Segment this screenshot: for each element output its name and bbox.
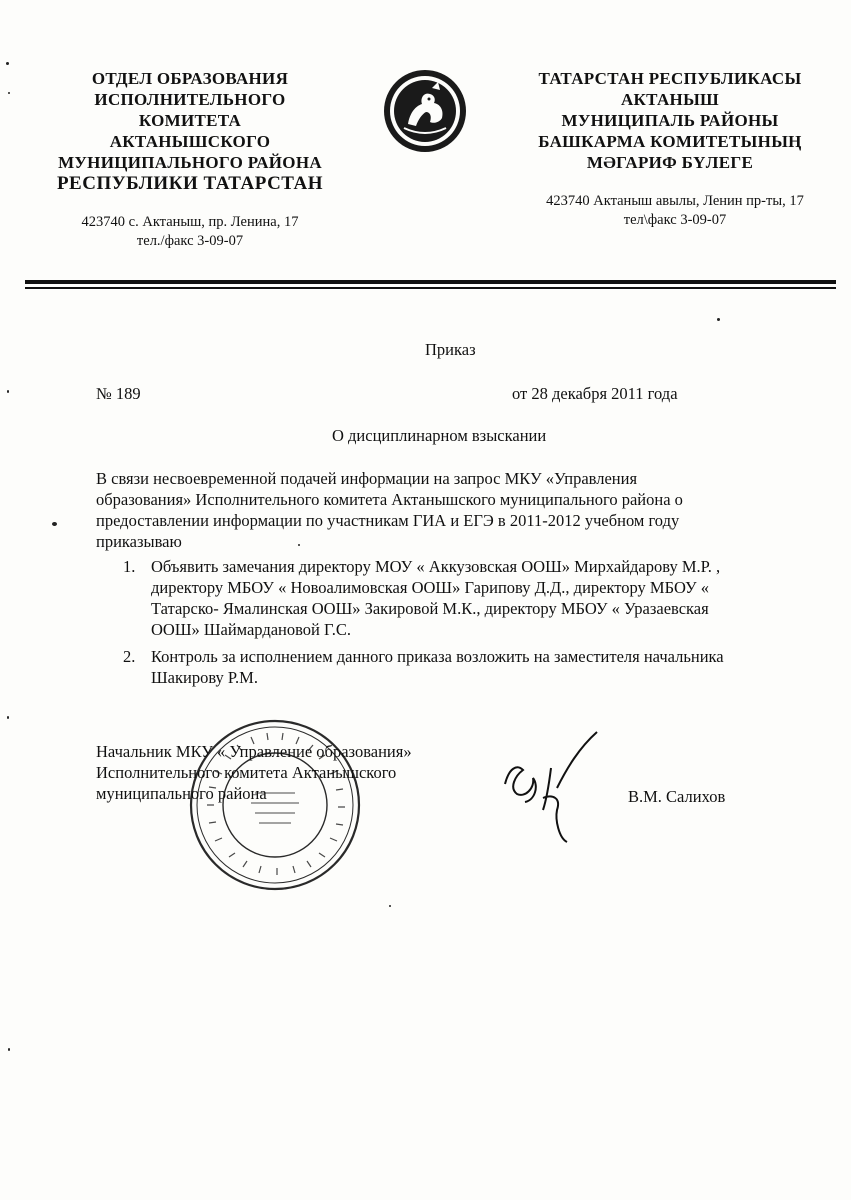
order-subject: О дисциплинарном взыскании [332, 426, 547, 445]
item-line: Объявить замечания директору МОУ « Аккузовская ООШ» Мирхайдарову М.Р. , [151, 557, 721, 576]
position-line: Исполнительного комитета Актанышского [96, 763, 397, 782]
header-divider-thick [25, 280, 836, 284]
scan-speck [8, 1048, 10, 1051]
header-right-address [510, 192, 840, 230]
order-title: Приказ [425, 340, 476, 359]
signatory-name: В.М. Салихов [628, 787, 726, 806]
coat-of-arms-emblem [382, 66, 468, 156]
preamble-line: В связи несвоевременной подачей информации на запрос МКУ «Управления [96, 469, 638, 488]
item-number: 1. [123, 557, 136, 576]
preamble-line: образования» Исполнительного комитета Актанышского муниципального района о [96, 490, 683, 509]
item-line: Татарско- Ямалинская ООШ» Закировой М.К., директору МБОУ « Уразаевская [151, 599, 709, 618]
order-items [96, 556, 816, 694]
order-item [96, 646, 816, 688]
scan-speck [7, 390, 9, 393]
header-left-line: ОТДЕЛ ОБРАЗОВАНИЯ [91, 69, 289, 88]
order-item [96, 556, 816, 640]
phone-line: тел./факс 3-09-07 [136, 233, 244, 249]
header-left-line: АКТАНЫШСКОГО [109, 132, 271, 151]
header-left [40, 68, 340, 194]
preamble-line: предоставлении информации по участникам ГИА и ЕГЭ в 2011-2012 учебном году [96, 511, 680, 530]
address-line: 423740 с. Актаныш, пр. Ленина, 17 [81, 214, 299, 230]
scan-speck [8, 92, 10, 94]
header-right-line: АКТАНЫШ [620, 90, 720, 109]
phone-line: тел\факс 3-09-07 [623, 212, 727, 228]
signatory-position [96, 741, 412, 804]
header-left-address [40, 213, 340, 251]
header-right [505, 68, 835, 173]
order-preamble [96, 468, 816, 552]
order-date: от 28 декабря 2011 года [512, 384, 678, 403]
header-right-line: ТАТАРСТАН РЕСПУБЛИКАСЫ [538, 69, 802, 88]
position-line: муниципального района [96, 784, 267, 803]
scan-speck [717, 318, 720, 321]
scan-speck [6, 62, 9, 65]
scan-speck [52, 522, 57, 526]
header-right-line: БАШКАРМА КОМИТЕТЫНЫҢ [538, 132, 802, 151]
order-number: № 189 [96, 384, 141, 403]
scan-speck [298, 544, 300, 546]
item-line: ООШ» Шаймардановой Г.С. [151, 620, 351, 639]
header-left-line: ИСПОЛНИТЕЛЬНОГО [94, 90, 286, 109]
item-line: Шакирову Р.М. [151, 668, 258, 687]
scan-speck [389, 905, 391, 907]
header-right-line: МУНИЦИПАЛЬ РАЙОНЫ [561, 111, 779, 130]
item-line: Контроль за исполнением данного приказа возложить на заместителя начальника [151, 647, 724, 666]
header-divider-thin [25, 287, 836, 289]
item-number: 2. [123, 647, 136, 666]
position-line: Начальник МКУ « Управление образования» [96, 742, 412, 761]
header-left-line: КОМИТЕТА [138, 111, 242, 130]
item-line: директору МБОУ « Новоалимовская ООШ» Гарипову Д.Д., директору МБОУ « [151, 578, 709, 597]
header-left-line: РЕСПУБЛИКИ ТАТАРСТАН [56, 173, 324, 194]
preamble-line: приказываю [96, 532, 182, 551]
scan-speck [7, 716, 9, 719]
address-line: 423740 Актаныш авылы, Ленин пр-ты, 17 [546, 193, 804, 209]
header-left-line: МУНИЦИПАЛЬНОГО РАЙОНА [58, 153, 322, 172]
handwritten-signature [495, 728, 605, 848]
header-right-line: МӘГАРИФ БҮЛЕГЕ [586, 153, 754, 172]
